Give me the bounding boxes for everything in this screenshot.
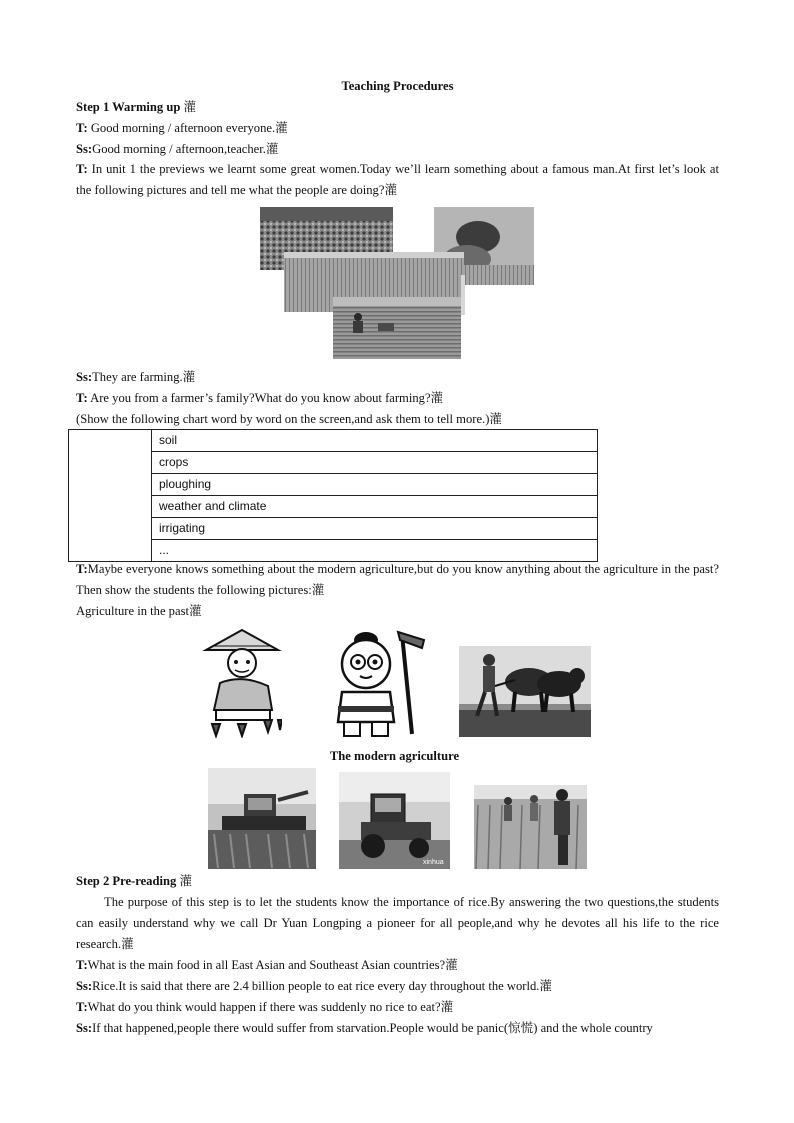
dialogue-line: Ss:If that happened,people there would suffer from starvation.People would be panic(惊慌) and the whole country <box>76 1021 653 1035</box>
farmers-in-field-photo <box>474 785 587 869</box>
photo-caption: xinhua <box>423 859 444 866</box>
chart-word-cell: ploughing <box>152 474 598 496</box>
dialogue-line: Ss:They are farming.灌 <box>76 370 196 384</box>
chart-word-cell: irrigating <box>152 518 598 540</box>
dialogue-line: T:Maybe everyone knows something about the modern agriculture,but do you know anything about the agriculture in the past?Then show the students the following pictures:灌 <box>76 562 719 597</box>
boy-with-hoe-cartoon <box>328 630 428 738</box>
chart-blank-cell <box>69 430 152 562</box>
farming-word-chart <box>68 429 598 562</box>
farmer-planting-cartoon <box>202 628 282 738</box>
modern-agriculture-label: The modern agriculture <box>329 749 460 763</box>
step1-heading: Step 1 Warming up 灌 <box>76 100 197 114</box>
table-row <box>69 430 598 452</box>
dialogue-line: T: Are you from a farmer’s family?What do you know about farming?灌 <box>76 391 444 405</box>
chart-word-cell: crops <box>152 452 598 474</box>
chart-word-cell: weather and climate <box>152 496 598 518</box>
dialogue-line: Ss:Rice.It is said that there are 2.4 billion people to eat rice every day throughout the world.灌 <box>76 979 552 993</box>
chart-instruction: (Show the following chart word by word on the screen,and ask them to tell more.)灌 <box>76 412 502 426</box>
dialogue-line: T: Good morning / afternoon everyone.灌 <box>76 121 288 135</box>
dialogue-line: T: In unit 1 the previews we learnt some great women.Today we’ll learn something about a famous man.At first let’s look at the following pictures and tell me what the people are doing?灌 <box>76 162 719 197</box>
farming-collage-image <box>260 207 535 360</box>
past-agriculture-label: Agriculture in the past灌 <box>76 604 202 618</box>
dialogue-line: T:What do you think would happen if there was suddenly no rice to eat?灌 <box>76 1000 454 1014</box>
farm-tractor-photo <box>339 772 450 869</box>
ox-ploughing-photo <box>459 646 591 737</box>
chart-word-cell: ... <box>152 540 598 562</box>
step2-heading: Step 2 Pre-reading 灌 <box>76 874 193 888</box>
dialogue-line: T:What is the main food in all East Asian and Southeast Asian countries?灌 <box>76 958 458 972</box>
page-title: Teaching Procedures <box>341 79 454 93</box>
chart-word-cell: soil <box>152 430 598 452</box>
combine-harvester-photo <box>208 768 316 869</box>
step2-paragraph: The purpose of this step is to let the students know the importance of rice.By answering the two questions,the students can easily understand why we call Dr Yuan Longping a pioneer for all people,and why he devotes all his life to the rice research.灌 <box>76 895 719 951</box>
dialogue-line: Ss:Good morning / afternoon,teacher.灌 <box>76 142 279 156</box>
